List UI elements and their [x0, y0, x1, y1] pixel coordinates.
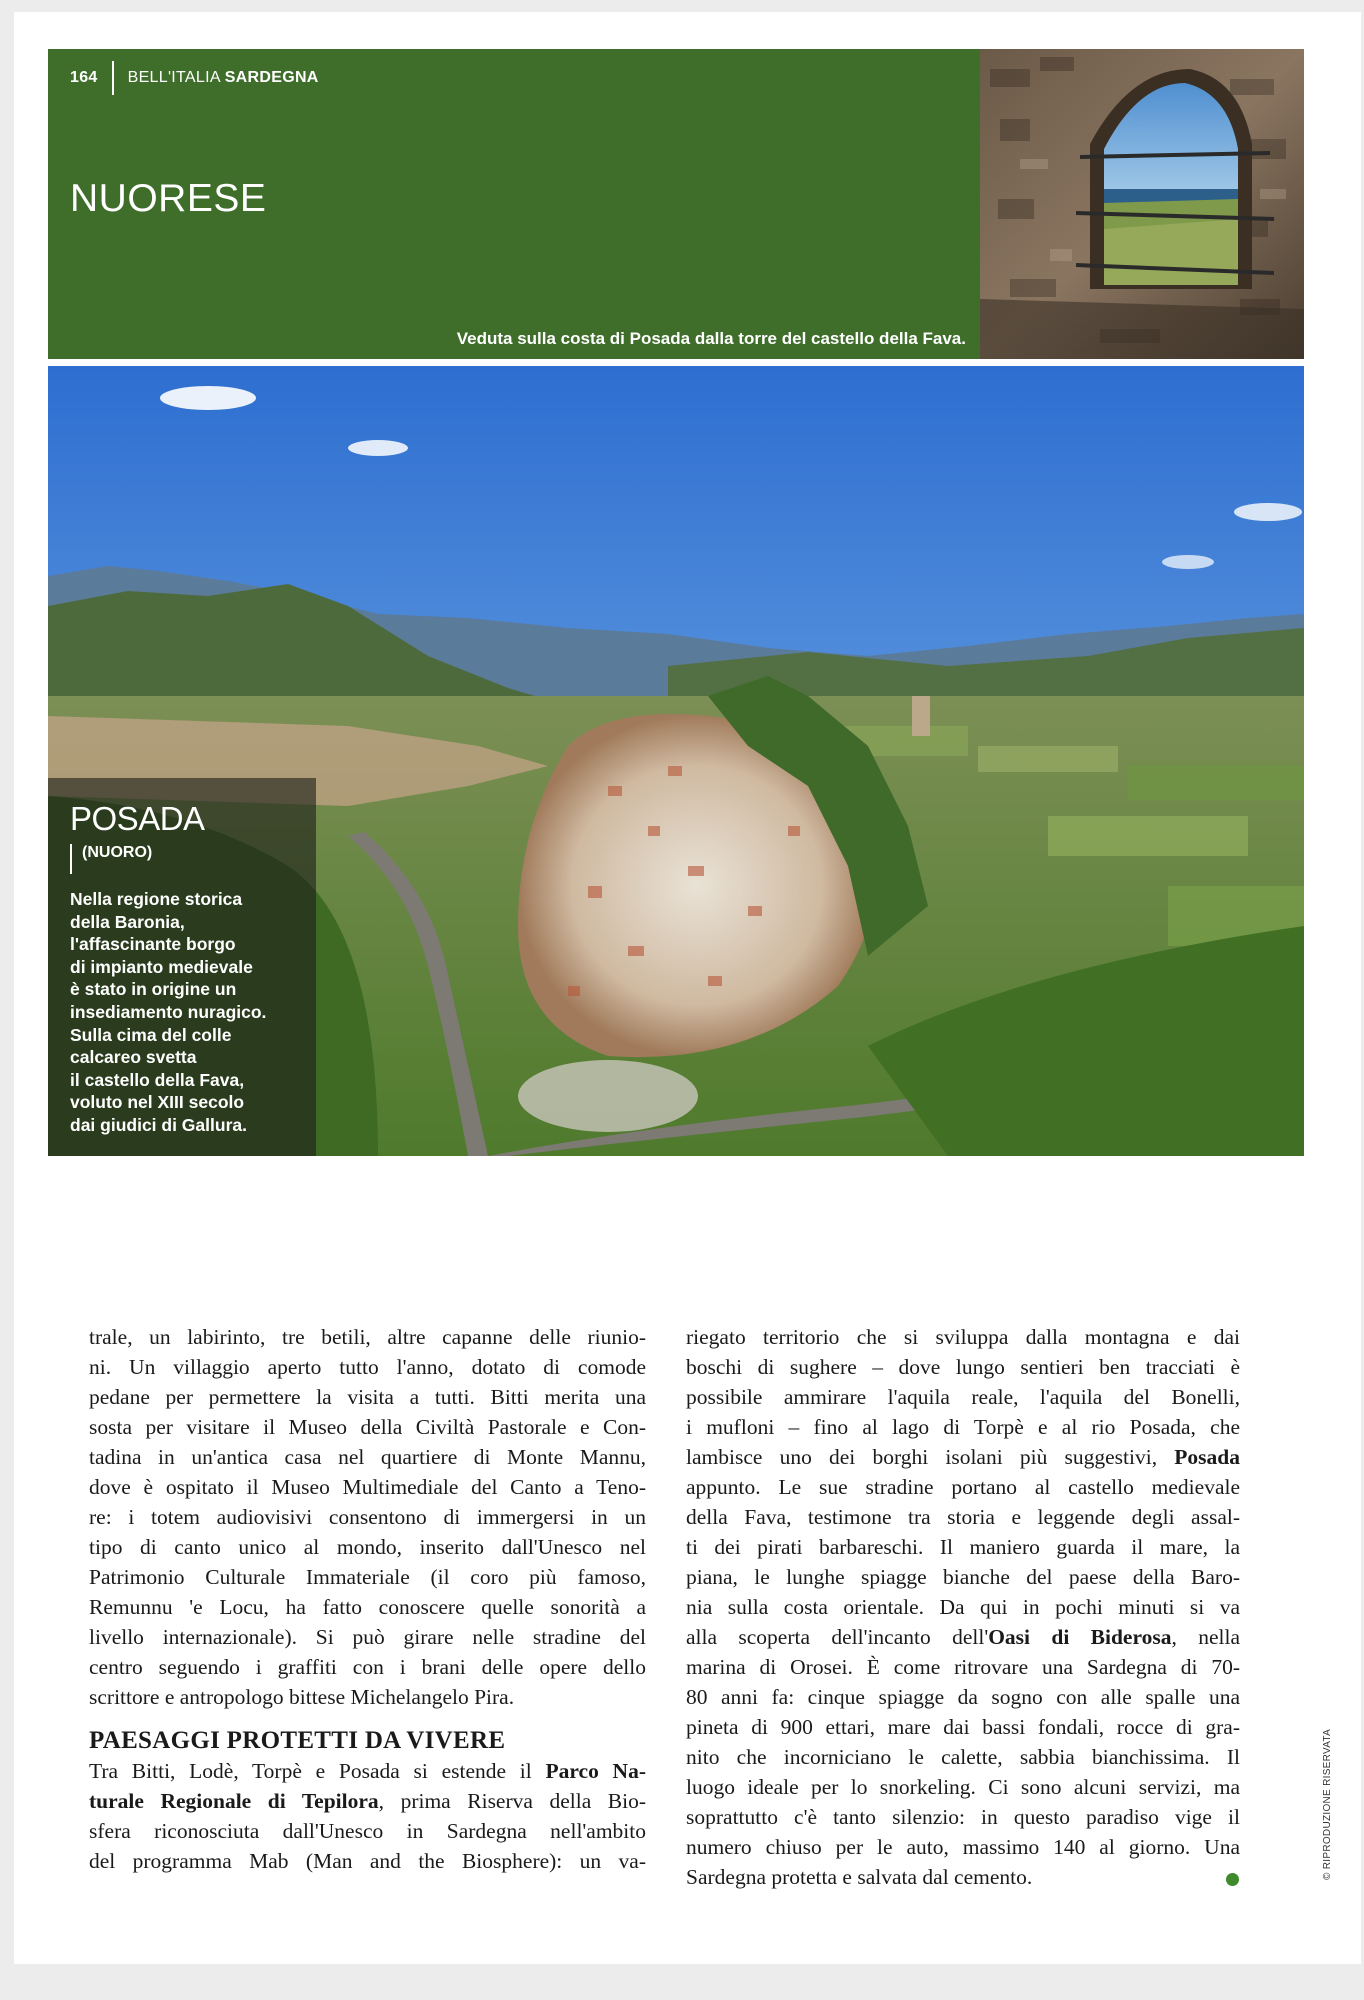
posada-line: è stato in origine un [70, 979, 237, 1000]
body-line: ti dei pirati barbareschi. Il maniero guarda il mare, la [686, 1535, 1240, 1559]
body-line: appunto. Le sue stradine portano al castello medievale [686, 1475, 1240, 1499]
body-line: della Fava, testimone tra storia e leggende degli assal- [686, 1505, 1240, 1529]
photo-caption: Veduta sulla costa di Posada dalla torre del castello della Fava. [456, 329, 966, 348]
body-column-right [686, 1322, 1240, 1892]
body-line: livello internazionale). Si può girare nelle stradine del [89, 1625, 646, 1649]
park-name-part1: Parco Na- [545, 1759, 646, 1783]
body-line: piana, le lunghe spiagge bianche del paese della Baro- [686, 1565, 1240, 1589]
folio [70, 61, 319, 95]
body-line: marina di Orosei. È come ritrovare una Sardegna di 70- [686, 1655, 1240, 1679]
posada-subtitle [70, 844, 152, 874]
park-name-part2: turale Regionale di Tepilora [89, 1789, 379, 1813]
page-number: 164 [70, 69, 98, 86]
posada-bold: Posada [1174, 1445, 1240, 1469]
body-line: nia sulla costa orientale. Da qui in pochi minuti si va [686, 1595, 1240, 1619]
body-line [686, 1622, 1240, 1652]
body-line: Remunnu 'e Locu, ha fatto conoscere quelle sonorità a [89, 1595, 646, 1619]
posada-description [70, 888, 310, 1137]
subtitle-bar [70, 844, 72, 874]
body-line [686, 1442, 1240, 1472]
posada-line: dai giudici di Gallura. [70, 1114, 247, 1135]
body-line: pineta di 900 ettari, mare dai bassi fondali, rocce di gra- [686, 1715, 1240, 1739]
magazine-region: SARDEGNA [224, 69, 319, 86]
posada-line: Sulla cima del colle [70, 1024, 232, 1045]
body-column-left [89, 1322, 646, 1876]
body-line: sosta per visitare il Museo della Civiltà Pastorale e Con- [89, 1415, 646, 1439]
text-run: Tra Bitti, Lodè, Torpè e Posada si estende il [89, 1759, 546, 1783]
body-line: ni. Un villaggio aperto tutto l'anno, dotato di comode [89, 1355, 646, 1379]
text-run: alla scoperta dell'incanto dell' [686, 1625, 989, 1649]
posada-line: Nella regione storica [70, 889, 243, 909]
body-line: 80 anni fa: cinque spiagge da sogno con alle spalle una [686, 1685, 1240, 1709]
posada-province: (NUORO) [82, 844, 153, 861]
posada-caption-box [48, 778, 316, 1156]
body-line: tipo di canto unico al mondo, inserito dall'Unesco nel [89, 1535, 646, 1559]
body-line: re: i totem audiovisivi consentono di immergersi in un [89, 1505, 646, 1529]
posada-line: di impianto medievale [70, 956, 253, 977]
body-line: Patrimonio Culturale Immateriale (il coro più famoso, [89, 1565, 646, 1589]
section-title: NUORESE [70, 177, 267, 220]
end-of-article-dot [1226, 1873, 1239, 1886]
body-line: numero chiuso per le auto, massimo 140 al giorno. Una [686, 1835, 1240, 1859]
posada-line: l'affascinante borgo [70, 934, 236, 955]
body-line: possibile ammirare l'aquila reale, l'aquila del Bonelli, [686, 1385, 1240, 1409]
text-run: , nella [1171, 1625, 1240, 1649]
section-subheading: PAESAGGI PROTETTI DA VIVERE [89, 1727, 506, 1754]
body-line: riegato territorio che si sviluppa dalla montagna e dai [686, 1325, 1240, 1349]
posada-line: insediamento nuragico. [70, 1001, 267, 1022]
folio-divider [112, 61, 114, 95]
copyright-notice: © RIPRODUZIONE RISERVATA [1322, 1728, 1333, 1880]
body-line: luogo ideale per lo snorkeling. Ci sono alcuni servizi, ma [686, 1775, 1240, 1799]
magazine-prefix: BELL'ITALIA [127, 69, 220, 86]
body-line: scrittore e antropologo bittese Michelangelo Pira. [89, 1685, 515, 1709]
posada-line: calcareo svetta [70, 1047, 197, 1068]
body-line: Sardegna protetta e salvata dal cemento. [686, 1865, 1033, 1889]
body-line: trale, un labirinto, tre betili, altre capanne delle riunio- [89, 1325, 646, 1349]
body-line [89, 1786, 646, 1816]
oasis-bold: Oasi di Biderosa [988, 1625, 1172, 1649]
arch-window-image [980, 49, 1304, 359]
body-line: soprattutto c'è tanto silenzio: in questo paradiso vige il [686, 1805, 1240, 1829]
posada-title: POSADA [70, 800, 205, 837]
body-line: centro seguendo i graffiti con i brani delle opere dello [89, 1655, 646, 1679]
text-run: lambisce uno dei borghi isolani più suggestivi, [686, 1445, 1175, 1469]
posada-line: il castello della Fava, [70, 1069, 245, 1090]
body-line: i mufloni – fino al lago di Torpè e al rio Posada, che [686, 1415, 1240, 1439]
body-line: pedane per permettere la visita a tutti. Bitti merita una [89, 1385, 646, 1409]
body-line: tadina in un'antica casa nel quartiere di Monte Mannu, [89, 1445, 646, 1469]
body-line: nito che incorniciano le calette, sabbia bianchissima. Il [686, 1745, 1240, 1769]
posada-line: della Baronia, [70, 911, 185, 932]
body-line: dove è ospitato il Museo Multimediale del Canto a Teno- [89, 1475, 646, 1499]
body-line [89, 1756, 646, 1786]
posada-line: voluto nel XIII secolo [70, 1092, 245, 1113]
text-run: , prima Riserva della Bio- [378, 1789, 646, 1813]
magazine-title [128, 69, 319, 87]
body-line: sfera riconosciuta dall'Unesco in Sardegna nell'ambito [89, 1819, 646, 1843]
body-line: del programma Mab (Man and the Biosphere): un va- [89, 1849, 646, 1873]
body-line: boschi di sughere – dove lungo sentieri ben tracciati è [686, 1355, 1240, 1379]
arch-window-photo [980, 49, 1304, 359]
section-header-band [48, 49, 980, 359]
